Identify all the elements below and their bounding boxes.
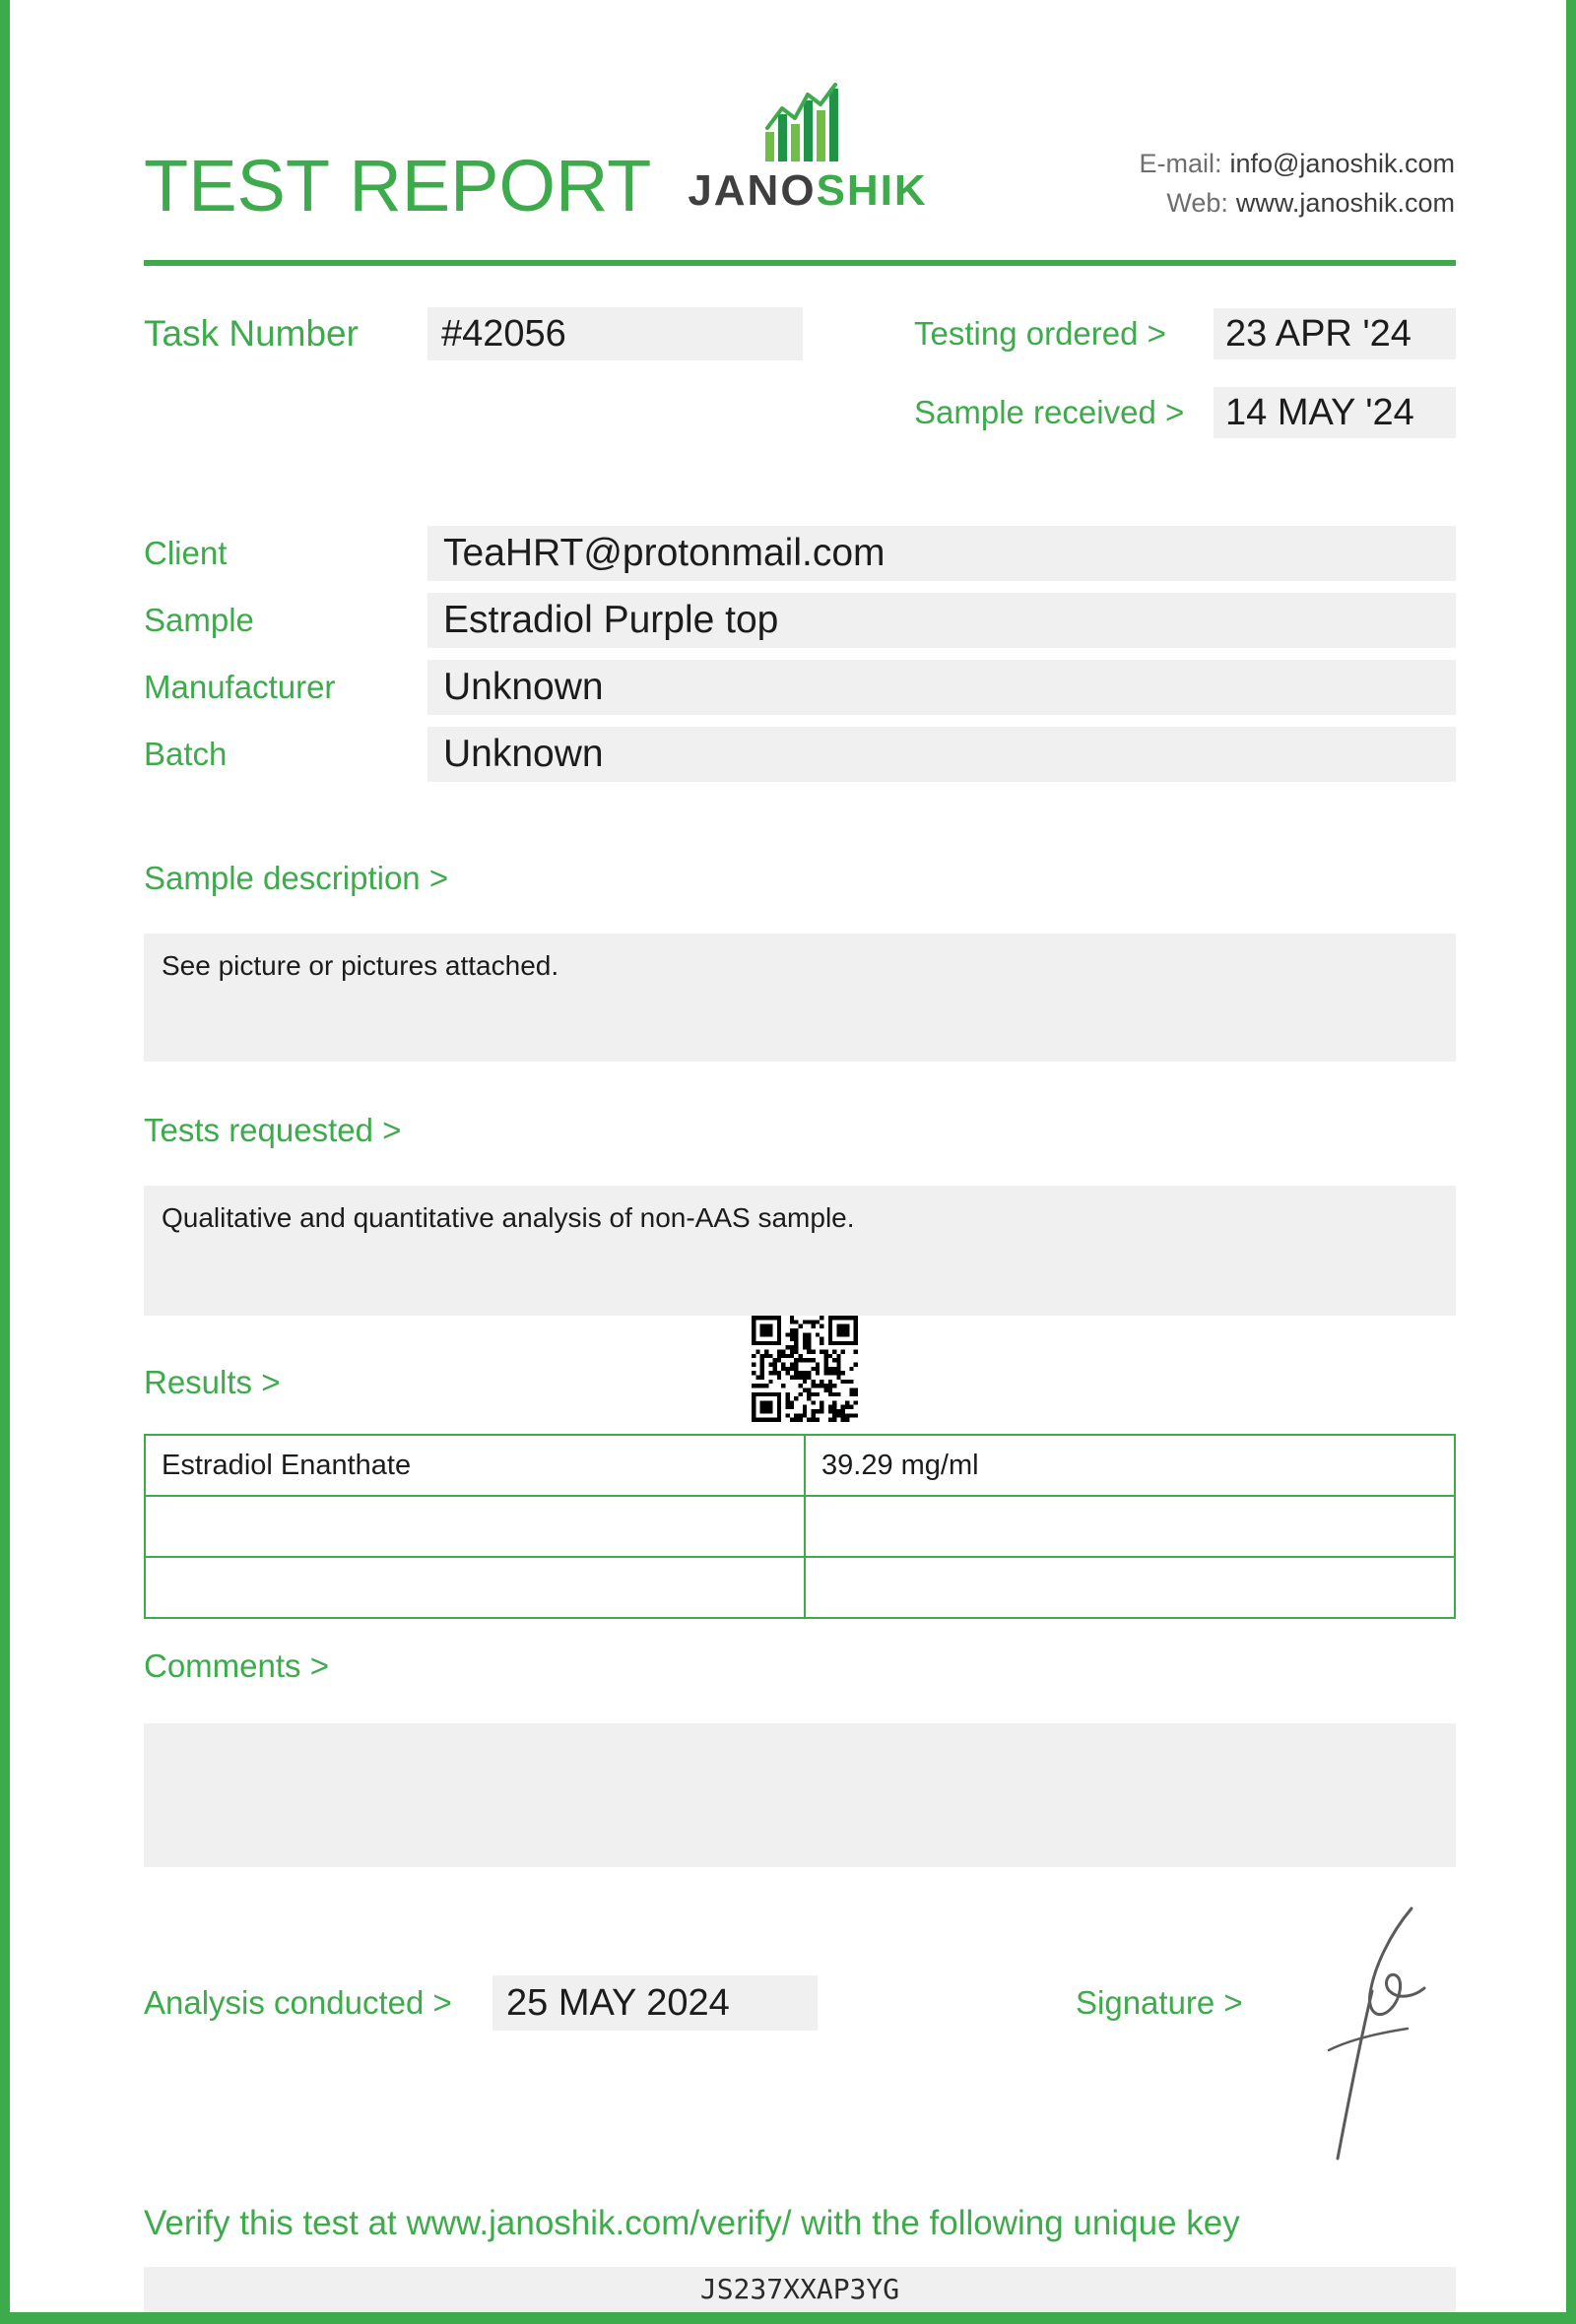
testing-ordered-label: Testing ordered > [914, 315, 1166, 352]
comments-box [144, 1723, 1456, 1867]
sample-label: Sample [144, 602, 254, 638]
amount-cell: 39.29 mg/ml [805, 1435, 1455, 1496]
contact-web-line [1139, 183, 1455, 223]
logo-text-green: SHIK [816, 166, 928, 215]
page-border-left [0, 0, 10, 2324]
task-number-label: Task Number [144, 313, 359, 354]
client-value: TeaHRT@protonmail.com [427, 526, 1456, 581]
page-title: TEST REPORT [144, 145, 652, 226]
sample-received-value: 14 MAY '24 [1214, 387, 1456, 438]
contact-info [1139, 144, 1455, 223]
substance-cell [145, 1496, 805, 1557]
contact-email-line [1139, 144, 1455, 183]
manufacturer-label: Manufacturer [144, 669, 336, 705]
verify-instruction: Verify this test at www.janoshik.com/verify/ with the following unique key [144, 2204, 1240, 2242]
tests-requested-label: Tests requested > [144, 1112, 402, 1148]
amount-cell [805, 1496, 1455, 1557]
sample-received-label: Sample received > [914, 394, 1185, 430]
bar-chart-icon [763, 83, 846, 161]
qr-code [752, 1316, 858, 1422]
sample-value: Estradiol Purple top [427, 593, 1456, 648]
logo-text-dark: JANO [688, 166, 817, 215]
substance-cell [145, 1557, 805, 1618]
results-label: Results > [144, 1364, 281, 1400]
header-divider [144, 260, 1456, 266]
substance-cell: Estradiol Enanthate [145, 1435, 805, 1496]
tests-requested-box: Qualitative and quantitative analysis of non-AAS sample. [144, 1186, 1456, 1316]
comments-label: Comments > [144, 1647, 329, 1684]
email-label: E-mail: [1139, 149, 1222, 178]
results-table-row [145, 1557, 1455, 1618]
client-label: Client [144, 535, 228, 571]
email-value: info@janoshik.com [1229, 149, 1455, 178]
amount-cell [805, 1557, 1455, 1618]
batch-value: Unknown [427, 727, 1456, 782]
web-value: www.janoshik.com [1235, 188, 1455, 218]
signature-label: Signature > [1076, 1984, 1243, 2021]
results-table-row [145, 1435, 1455, 1496]
logo-text [680, 167, 936, 215]
verify-key: JS237XXAP3YG [144, 2267, 1456, 2312]
signature-image [1295, 1891, 1443, 2181]
sample-description-box: See picture or pictures attached. [144, 934, 1456, 1062]
task-number-value: #42056 [427, 307, 803, 360]
web-label: Web: [1166, 188, 1228, 218]
testing-ordered-value: 23 APR '24 [1214, 308, 1456, 359]
sample-description-label: Sample description > [144, 860, 449, 896]
batch-label: Batch [144, 736, 228, 772]
page-border-bottom [0, 2312, 1576, 2324]
analysis-conducted-label: Analysis conducted > [144, 1984, 452, 2021]
manufacturer-value: Unknown [427, 660, 1456, 715]
results-table-row [145, 1496, 1455, 1557]
results-table [144, 1434, 1456, 1619]
page-border-right [1566, 0, 1576, 2324]
analysis-date-value: 25 MAY 2024 [492, 1975, 818, 2031]
